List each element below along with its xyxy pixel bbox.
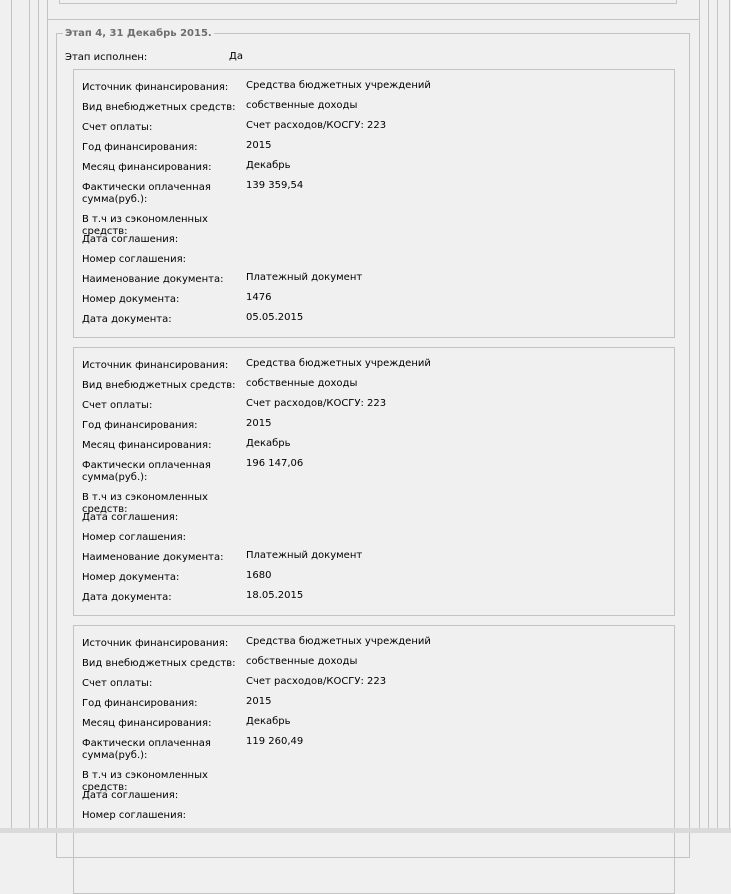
saved-label: В т.ч из сэкономленных средств:	[82, 492, 208, 515]
horizontal-scrollbar[interactable]	[0, 828, 731, 833]
doc-number-value: 1476	[246, 292, 272, 303]
doc-name-label: Наименование документа:	[82, 274, 224, 285]
agreement-number-label: Номер соглашения:	[82, 532, 186, 543]
frame-line	[11, 0, 12, 828]
source-value: Средства бюджетных учреждений	[246, 80, 431, 91]
frame-line	[708, 0, 709, 828]
doc-date-label: Дата документа:	[82, 314, 172, 325]
previous-panel-bottom	[59, 0, 677, 4]
source-label: Источник финансирования:	[82, 638, 229, 649]
doc-number-value: 1680	[246, 570, 272, 581]
frame-line	[38, 0, 39, 828]
month-value: Декабрь	[246, 160, 291, 171]
kind-label: Вид внебюджетных средств:	[82, 380, 236, 391]
saved-label: В т.ч из сэкономленных средств:	[82, 770, 208, 793]
frame-line	[717, 0, 718, 828]
frame-line	[699, 0, 700, 828]
doc-name-value: Платежный документ	[246, 550, 363, 561]
account-label: Счет оплаты:	[82, 122, 153, 133]
doc-date-value: 05.05.2015	[246, 312, 304, 323]
month-label: Месяц финансирования:	[82, 440, 212, 451]
source-label: Источник финансирования:	[82, 82, 229, 93]
kind-value: собственные доходы	[246, 656, 358, 667]
year-label: Год финансирования:	[82, 420, 198, 431]
doc-number-label: Номер документа:	[82, 294, 180, 305]
paid-label: Фактически оплаченная сумма(руб.):	[82, 460, 211, 483]
stage-title: Этап 4, 31 Декабрь 2015.	[65, 28, 212, 39]
account-label: Счет оплаты:	[82, 678, 153, 689]
account-value: Счет расходов/КОСГУ: 223	[246, 120, 387, 131]
source-value: Средства бюджетных учреждений	[246, 358, 431, 369]
year-label: Год финансирования:	[82, 142, 198, 153]
kind-value: собственные доходы	[246, 100, 358, 111]
month-label: Месяц финансирования:	[82, 162, 212, 173]
frame-line	[29, 0, 30, 828]
doc-date-label: Дата документа:	[82, 592, 172, 603]
payment-panel	[73, 347, 675, 616]
source-label: Источник финансирования:	[82, 360, 229, 371]
kind-value: собственные доходы	[246, 378, 358, 389]
stage-executed-label: Этап исполнен:	[65, 52, 148, 63]
stage-executed-value: Да	[229, 51, 243, 62]
year-value: 2015	[246, 140, 272, 151]
paid-value: 196 147,06	[246, 458, 304, 469]
agreement-date-label: Дата соглашения:	[82, 790, 179, 801]
month-value: Декабрь	[246, 438, 291, 449]
agreement-number-label: Номер соглашения:	[82, 254, 186, 265]
saved-label: В т.ч из сэкономленных средств:	[82, 214, 208, 237]
agreement-number-label: Номер соглашения:	[82, 810, 186, 821]
kind-label: Вид внебюджетных средств:	[82, 102, 236, 113]
year-value: 2015	[246, 696, 272, 707]
doc-name-value: Платежный документ	[246, 272, 363, 283]
account-value: Счет расходов/КОСГУ: 223	[246, 676, 387, 687]
previous-stage-bottom	[47, 19, 699, 20]
paid-value: 119 260,49	[246, 736, 304, 747]
year-label: Год финансирования:	[82, 698, 198, 709]
account-label: Счет оплаты:	[82, 400, 153, 411]
doc-name-label: Наименование документа:	[82, 552, 224, 563]
payment-panel	[73, 625, 675, 894]
doc-number-label: Номер документа:	[82, 572, 180, 583]
month-label: Месяц финансирования:	[82, 718, 212, 729]
frame-line	[729, 0, 730, 828]
source-value: Средства бюджетных учреждений	[246, 636, 431, 647]
kind-label: Вид внебюджетных средств:	[82, 658, 236, 669]
month-value: Декабрь	[246, 716, 291, 727]
frame-line	[47, 0, 48, 828]
agreement-date-label: Дата соглашения:	[82, 512, 179, 523]
paid-label: Фактически оплаченная сумма(руб.):	[82, 182, 211, 205]
paid-value: 139 359,54	[246, 180, 304, 191]
agreement-date-label: Дата соглашения:	[82, 234, 179, 245]
doc-date-value: 18.05.2015	[246, 590, 304, 601]
account-value: Счет расходов/КОСГУ: 223	[246, 398, 387, 409]
year-value: 2015	[246, 418, 272, 429]
paid-label: Фактически оплаченная сумма(руб.):	[82, 738, 211, 761]
payment-panel	[73, 69, 675, 338]
